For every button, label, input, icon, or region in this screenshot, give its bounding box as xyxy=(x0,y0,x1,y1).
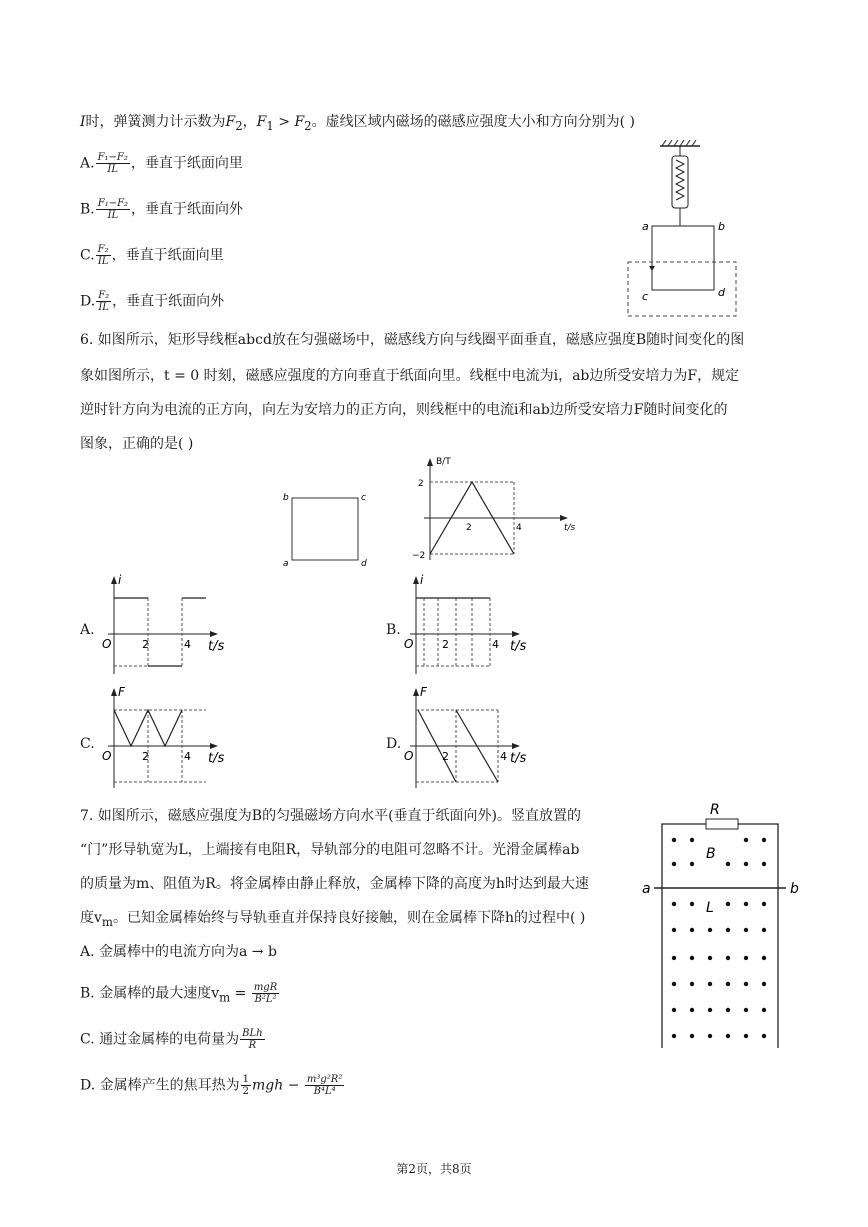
q7-line1: 7. 如图所示，磁感应强度为B的匀强磁场方向水平(垂直于纸面向外)。竖直放置的 xyxy=(80,808,582,824)
q6-bt-graph xyxy=(404,452,584,564)
field-dot xyxy=(726,928,730,932)
q5-option-a: A. $\frac{\text{F₁−F₂}}{IL}$ ，垂直于纸面向里 xyxy=(80,152,243,175)
field-dot xyxy=(762,1008,766,1012)
svg-text:L: L xyxy=(706,900,714,916)
label-d: d xyxy=(718,286,725,299)
svg-text:t/s: t/s xyxy=(510,639,527,654)
svg-text:2: 2 xyxy=(442,750,449,763)
label-a: a xyxy=(642,220,649,233)
svg-text:4: 4 xyxy=(492,638,499,651)
svg-text:4: 4 xyxy=(516,523,522,533)
label-b: b xyxy=(718,220,725,233)
field-dot xyxy=(744,862,748,866)
label-c: c xyxy=(642,290,649,303)
field-dot xyxy=(690,862,694,866)
field-dot xyxy=(726,862,730,866)
field-dot xyxy=(762,1034,766,1038)
q7-option-a: A. 金属棒中的电流方向为a → b xyxy=(80,944,277,960)
svg-text:t/s: t/s xyxy=(208,639,225,654)
svg-text:t/s: t/s xyxy=(208,751,225,766)
svg-text:t/s: t/s xyxy=(510,751,527,766)
field-dot xyxy=(726,902,730,906)
field-dot xyxy=(672,902,676,906)
field-dot xyxy=(672,982,676,986)
q7-line3: 的质量为m、阻值为R。将金属棒由静止释放，金属棒下降的高度为h时达到最大速 xyxy=(80,876,589,892)
field-dot xyxy=(744,928,748,932)
field-dot xyxy=(726,1008,730,1012)
q6-option-b-graph xyxy=(398,568,544,676)
field-dot xyxy=(672,838,676,842)
svg-text:b: b xyxy=(790,881,799,897)
field-dot xyxy=(708,1008,712,1012)
svg-text:F: F xyxy=(118,685,125,699)
field-dot xyxy=(744,838,748,842)
q7-line4: 度$v_m$。已知金属棒始终与导轨垂直并保持良好接触，则在金属棒下降h的过程中( ) xyxy=(80,910,586,929)
q6-option-b-letter: B. xyxy=(386,622,401,638)
svg-text:a: a xyxy=(283,559,289,569)
field-dot xyxy=(708,928,712,932)
field-dot xyxy=(672,1008,676,1012)
field-dot xyxy=(744,1008,748,1012)
q6-option-a-letter: A. xyxy=(80,622,95,638)
q6-line2: 象如图所示，t = 0 时刻，磁感应强度的方向垂直于纸面向里。线框中电流为i，ab边所受安培力为F，规定 xyxy=(80,368,740,384)
field-dot xyxy=(762,928,766,932)
svg-text:R: R xyxy=(710,802,720,818)
field-dot xyxy=(744,982,748,986)
field-dot xyxy=(762,956,766,960)
q5-option-d: D. $\frac{\text{F₂}}{IL}$ ，垂直于纸面向外 xyxy=(80,290,225,313)
field-dot xyxy=(690,928,694,932)
svg-text:F: F xyxy=(420,685,427,699)
q6-line4: 图象，正确的是( ) xyxy=(80,436,194,452)
svg-text:a: a xyxy=(642,881,651,897)
q5-stem: I时，弹簧测力计示数为$F_2$，$F_1 > F_2$。虚线区域内磁场的磁感应强度大小和方向分别为( ) xyxy=(80,114,635,133)
page-footer: 第2页，共8页 xyxy=(396,1162,472,1176)
svg-text:i: i xyxy=(118,573,122,587)
svg-text:4: 4 xyxy=(184,750,191,763)
svg-text:B: B xyxy=(706,846,716,862)
q5-figure-spring-frame xyxy=(612,140,742,320)
field-dot xyxy=(672,928,676,932)
field-dot xyxy=(690,982,694,986)
q5-option-c: C. $\frac{\text{F₂}}{IL}$ ，垂直于纸面向里 xyxy=(80,244,224,267)
q6-line1: 6. 如图所示，矩形导线框abcd放在匀强磁场中，磁感线方向与线圈平面垂直，磁感应强度B随时间变化的图 xyxy=(80,332,745,348)
field-dot xyxy=(762,838,766,842)
svg-text:−2: −2 xyxy=(412,551,426,561)
field-dot xyxy=(690,902,694,906)
field-dot xyxy=(672,1034,676,1038)
svg-text:t/s: t/s xyxy=(564,523,576,533)
field-dot xyxy=(762,902,766,906)
q6-option-c-letter: C. xyxy=(80,736,95,752)
q6-option-c-graph xyxy=(96,680,242,790)
q7-option-c: C. 通过金属棒的电荷量为 $\frac{\text{BLh}}{R}$ xyxy=(80,1028,263,1051)
field-dot xyxy=(690,838,694,842)
field-dot xyxy=(708,956,712,960)
svg-text:b: b xyxy=(283,493,289,503)
field-dot xyxy=(744,902,748,906)
svg-text:2: 2 xyxy=(466,523,472,533)
q5-option-b: B. $\frac{\text{F₁−F₂}}{IL}$ ，垂直于纸面向外 xyxy=(80,198,244,221)
svg-text:B/T: B/T xyxy=(436,457,451,467)
svg-text:i: i xyxy=(420,573,424,587)
q6-option-d-graph xyxy=(398,680,544,790)
field-dot xyxy=(726,956,730,960)
field-dot xyxy=(690,1034,694,1038)
svg-text:2: 2 xyxy=(442,638,449,651)
q7-line2: “门”形导轨宽为L，上端接有电阻R，导轨部分的电阻可忽略不计。光滑金属棒ab xyxy=(80,842,580,858)
svg-text:4: 4 xyxy=(500,750,507,763)
q7-option-b: B. 金属棒的最大速度$v_m$ = $\frac{\text{mgR}}{\text{B²L²}}$ xyxy=(80,982,278,1005)
field-dot xyxy=(708,982,712,986)
field-dot xyxy=(762,982,766,986)
svg-text:d: d xyxy=(361,559,367,569)
field-dot xyxy=(672,862,676,866)
q6-frame-figure xyxy=(280,488,370,570)
q6-option-d-letter: D. xyxy=(386,736,402,752)
q7-option-d: D. 金属棒产生的焦耳热为 $\frac{1}{2}$ mgh − $\frac{\text{m³g²R²}}{\text{B⁴L⁴}}$ xyxy=(80,1074,343,1097)
svg-text:O: O xyxy=(404,749,414,763)
svg-text:2: 2 xyxy=(418,479,424,489)
q6-line3: 逆时针方向为电流的正方向，向左为安培力的正方向，则线框中的电流i和ab边所受安培力F随时间变化的 xyxy=(80,402,728,418)
field-dot xyxy=(726,1034,730,1038)
svg-text:4: 4 xyxy=(184,638,191,651)
svg-text:2: 2 xyxy=(142,750,149,763)
field-dot xyxy=(690,1008,694,1012)
svg-text:c: c xyxy=(361,493,366,503)
svg-text:O: O xyxy=(102,749,112,763)
field-dot xyxy=(726,982,730,986)
svg-text:2: 2 xyxy=(142,638,149,651)
field-dot xyxy=(708,1034,712,1038)
field-dot xyxy=(744,1034,748,1038)
field-dot xyxy=(744,956,748,960)
svg-text:O: O xyxy=(404,637,414,651)
field-dot xyxy=(762,862,766,866)
q6-option-a-graph xyxy=(96,568,242,676)
q7-rail-figure xyxy=(640,800,800,1052)
field-dot xyxy=(672,956,676,960)
field-dot xyxy=(690,956,694,960)
svg-text:O: O xyxy=(102,637,112,651)
